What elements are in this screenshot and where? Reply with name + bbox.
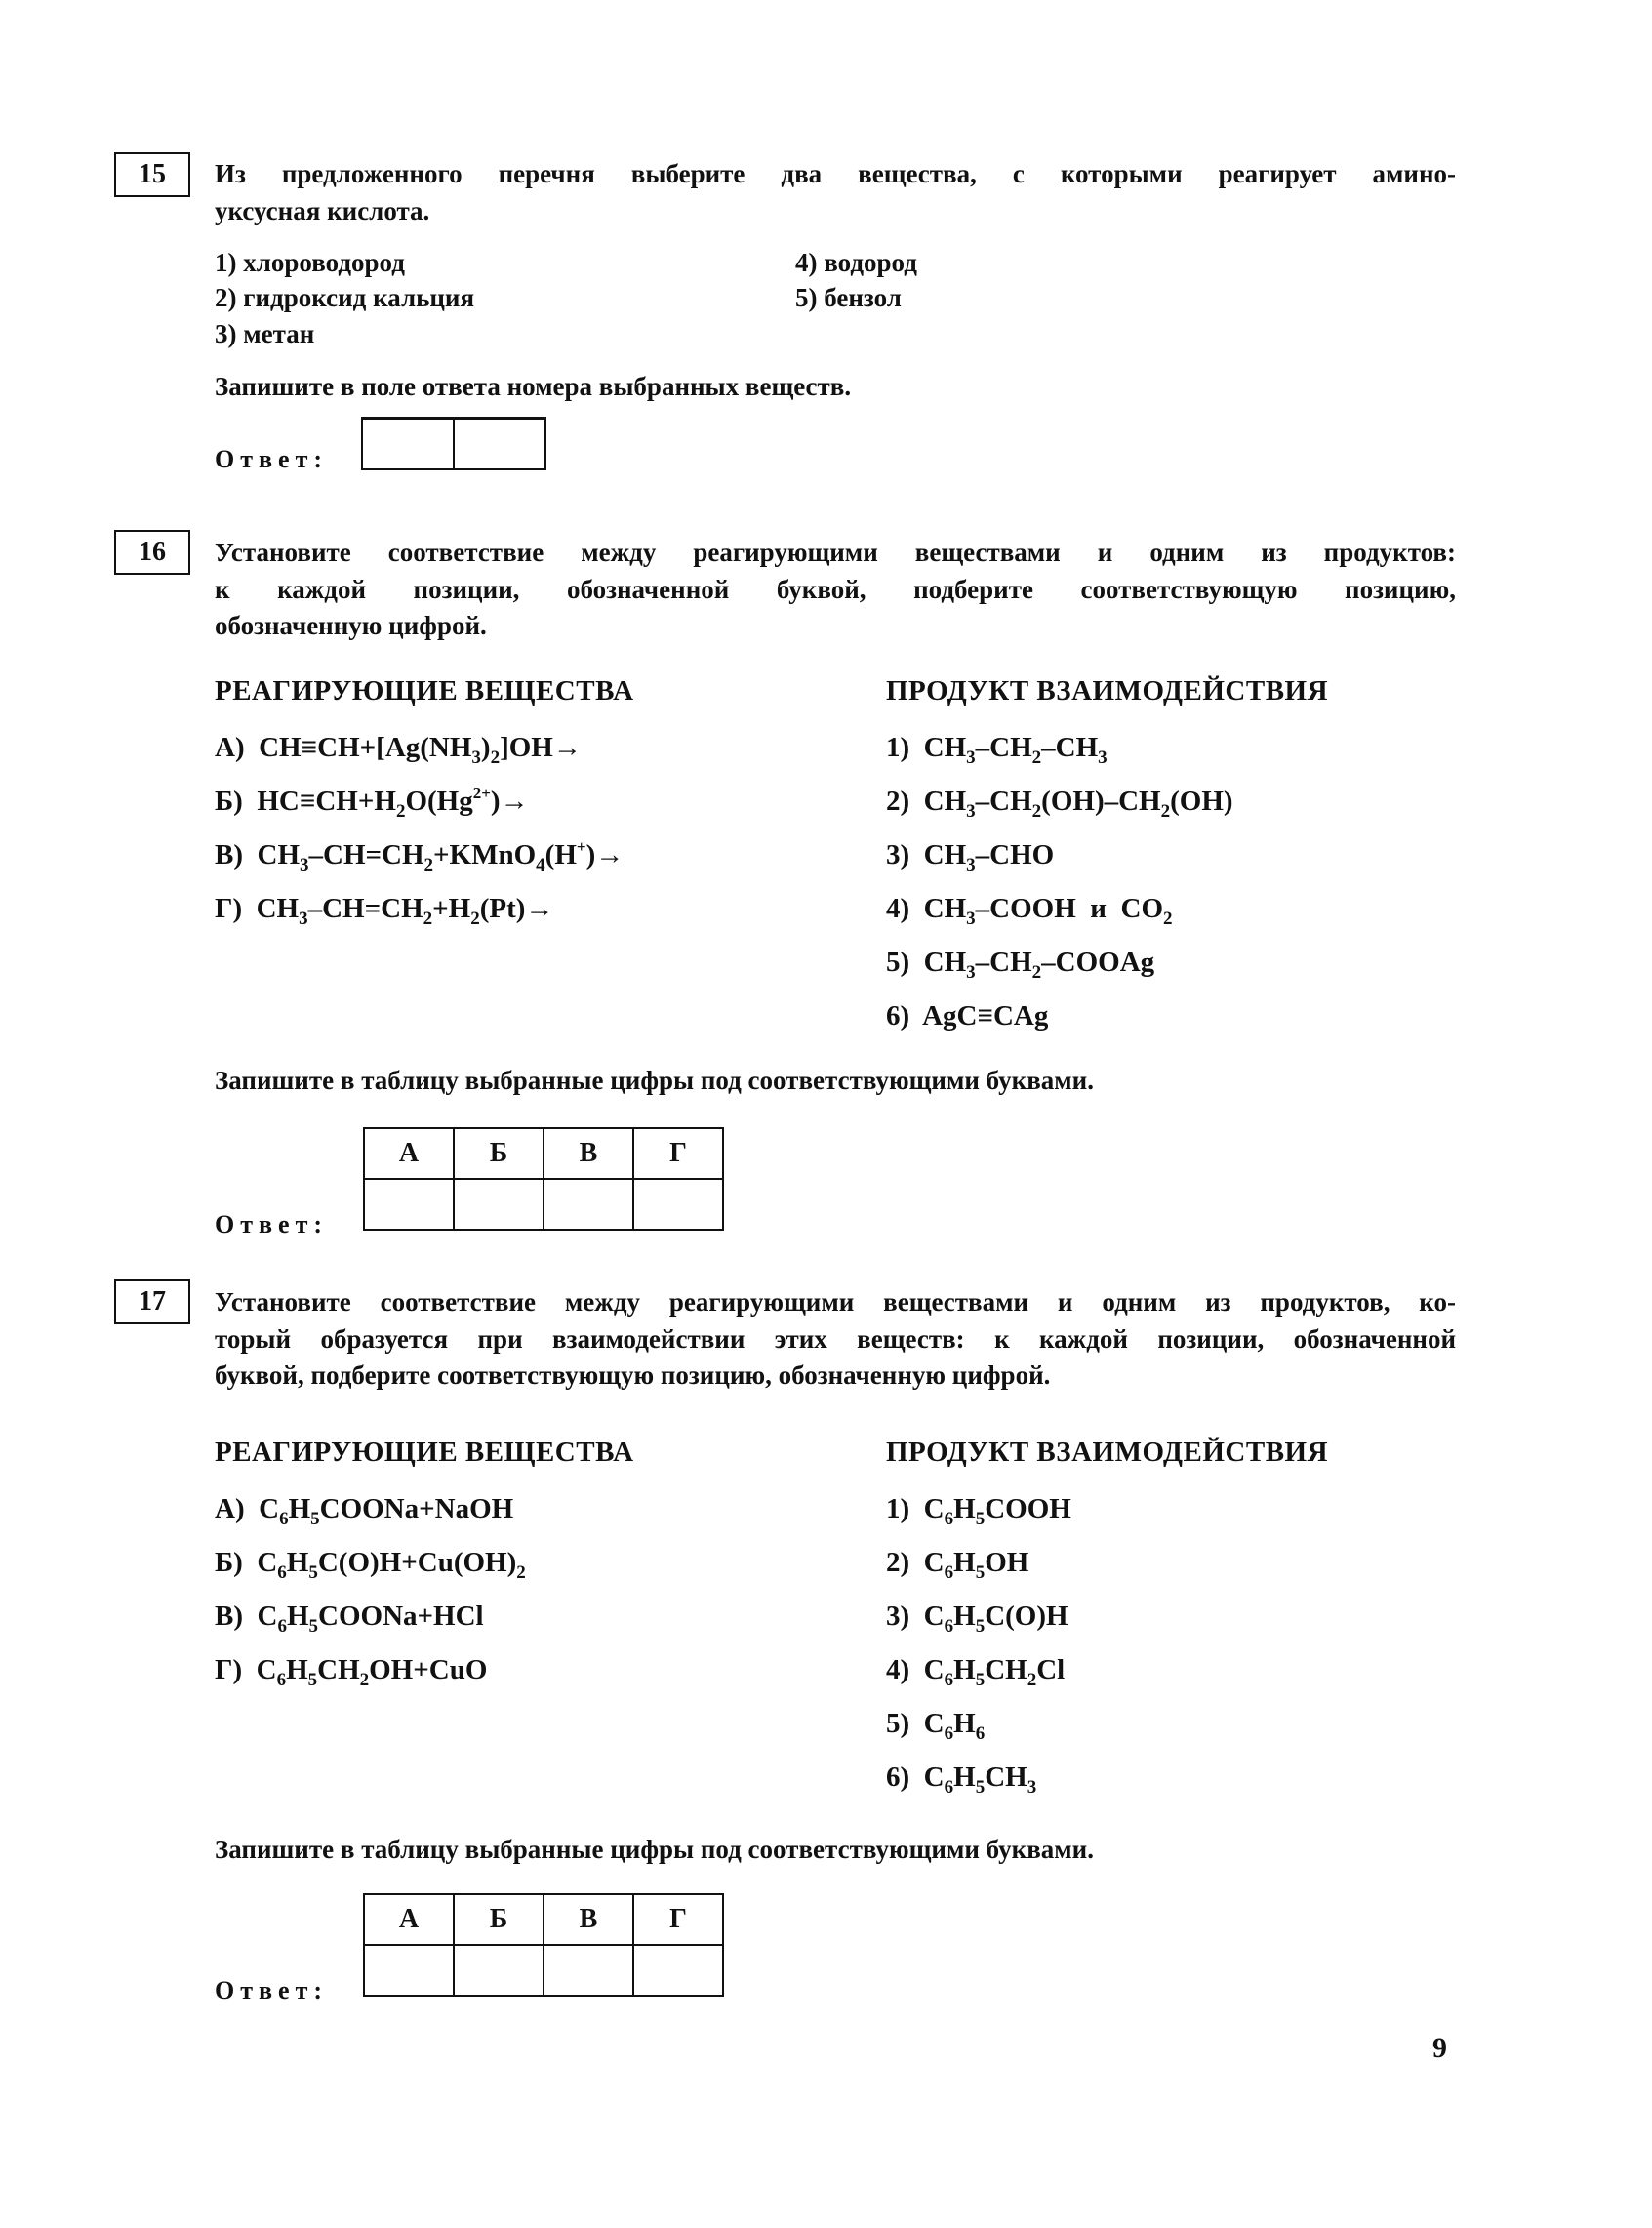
instruction-16: Запишите в таблицу выбранные цифры под соответствующими буквами.	[215, 1066, 1094, 1095]
question-16-text	[215, 535, 1456, 645]
product-5: 5) $CH_3-CH_2$–COOAg	[886, 947, 1155, 983]
reactant-formula: $HC\equiv CH+H_2O(Hg^{2+})\to$	[257, 784, 529, 822]
answer-table-16	[363, 1127, 724, 1231]
question-text-line: Из предложенного перечня выберите два вещества, с которыми реагирует амино-	[215, 159, 1456, 188]
question-number-17: 17	[114, 1279, 190, 1324]
answer-label: Ответ:	[215, 445, 329, 473]
table-header-cell: А	[364, 1894, 454, 1945]
product-6: 6) $C_6H_5CH_3$	[886, 1762, 1037, 1798]
option-1: 1) хлороводород	[215, 248, 405, 277]
reactants-header: РЕАГИРУЮЩИЕ ВЕЩЕСТВА	[215, 1437, 634, 1468]
answer-cell[interactable]	[453, 420, 544, 468]
answer-cell[interactable]	[364, 1179, 454, 1230]
table-header-cell: Г	[633, 1128, 723, 1179]
option-2: 2) гидроксид кальция	[215, 283, 475, 312]
table-header-cell: В	[544, 1894, 633, 1945]
question-text-line: обозначенную цифрой.	[215, 611, 487, 640]
question-text-line: к каждой позиции, обозначенной буквой, подберите соответствующую позицию,	[215, 574, 1456, 604]
product-6: 6) AgC≡CAg	[886, 1000, 1049, 1032]
question-number-15: 15	[114, 152, 190, 197]
table-header-cell: А	[364, 1128, 454, 1179]
answer-cell[interactable]	[454, 1945, 544, 1996]
option-4: 4) водород	[795, 248, 917, 277]
question-text-line: Установите соответствие между реагирующими веществами и одним из продуктов:	[215, 538, 1456, 567]
answer-cell[interactable]	[544, 1945, 633, 1996]
answer-cell[interactable]	[454, 1179, 544, 1230]
answer-label: Ответ:	[215, 1210, 329, 1238]
question-text-line: Установите соответствие между реагирующими веществами и одним из продуктов, ко-	[215, 1287, 1456, 1317]
product-1: 1) $C_6H_5COOH$	[886, 1493, 1071, 1529]
answer-cell[interactable]	[364, 1945, 454, 1996]
product-1: 1) $CH_3-CH_2-CH_3$	[886, 732, 1108, 768]
reactants-header: РЕАГИРУЮЩИЕ ВЕЩЕСТВА	[215, 675, 634, 707]
instruction-17: Запишите в таблицу выбранные цифры под соответствующими буквами.	[215, 1835, 1094, 1864]
question-17-text	[215, 1284, 1456, 1395]
reactant-formula: $CH\equiv CH+[Ag(NH_3)_2]OH\to$	[259, 732, 582, 768]
table-header-cell: Б	[454, 1128, 544, 1179]
option-3: 3) метан	[215, 319, 315, 348]
reactant-a: А) $CH\equiv CH+[Ag(NH_3)_2]OH\to$	[215, 732, 582, 768]
answer-cell[interactable]	[544, 1179, 633, 1230]
option-5: 5) бензол	[795, 283, 902, 312]
table-header-cell: Б	[454, 1894, 544, 1945]
answer-cell[interactable]	[363, 420, 453, 468]
answer-cell[interactable]	[633, 1179, 723, 1230]
answer-table-17	[363, 1893, 724, 1997]
reactant-formula: $CH_3-CH=CH_2+H_2(Pt)\to$	[256, 893, 554, 929]
reactant-formula: $CH_3-CH=CH_2+KMnO_4(H^+)\to$	[257, 837, 625, 875]
page-number: 9	[1432, 2032, 1447, 2064]
answer-cell[interactable]	[633, 1945, 723, 1996]
reactant-b: Б) $C_6H_5C(O)H+Cu(OH)_2$	[215, 1547, 526, 1583]
answer-label: Ответ:	[215, 1976, 329, 2005]
reactant-d: Г) $CH_3-CH=CH_2+H_2(Pt)\to$	[215, 893, 554, 929]
reactant-c: В) $C_6H_5COONa+HCl$	[215, 1600, 484, 1637]
product-2: 2) $CH_3-CH_2(OH)-CH_2(OH)$	[886, 786, 1233, 822]
products-header: ПРОДУКТ ВЗАИМОДЕЙСТВИЯ	[886, 1437, 1329, 1468]
reactant-a: А) $C_6H_5COONa+NaOH$	[215, 1493, 514, 1529]
products-header: ПРОДУКТ ВЗАИМОДЕЙСТВИЯ	[886, 675, 1329, 707]
product-2: 2) $C_6H_5OH$	[886, 1547, 1029, 1583]
reactant-c: В) $CH_3-CH=CH_2+KMnO_4(H^+)\to$	[215, 837, 625, 875]
table-header-cell: Г	[633, 1894, 723, 1945]
product-5: 5) $C_6H_6$	[886, 1708, 986, 1744]
product-4: 4) $C_6H_5CH_2Cl$	[886, 1654, 1066, 1690]
question-text-line: торый образуется при взаимодействии этих веществ: к каждой позиции, обозначенной	[215, 1323, 1456, 1354]
table-header-cell: В	[544, 1128, 633, 1179]
answer-field-15	[361, 417, 546, 470]
question-text-line: уксусная кислота.	[215, 195, 430, 225]
question-number-16: 16	[114, 530, 190, 575]
question-15-text	[215, 156, 1456, 229]
product-4: 4) $CH_3$–COOH и $CO_2$	[886, 893, 1173, 929]
instruction-15: Запишите в поле ответа номера выбранных веществ.	[215, 372, 852, 401]
product-3: 3) $CH_3$–CHO	[886, 839, 1055, 875]
product-3: 3) $C_6H_5C(O)H$	[886, 1600, 1068, 1637]
question-text-line: буквой, подберите соответствующую позицию, обозначенную цифрой.	[215, 1360, 1051, 1390]
reactant-b: Б) $HC\equiv CH+H_2O(Hg^{2+})\to$	[215, 784, 529, 822]
reactant-d: Г) $C_6H_5CH_2OH+CuO$	[215, 1654, 488, 1690]
